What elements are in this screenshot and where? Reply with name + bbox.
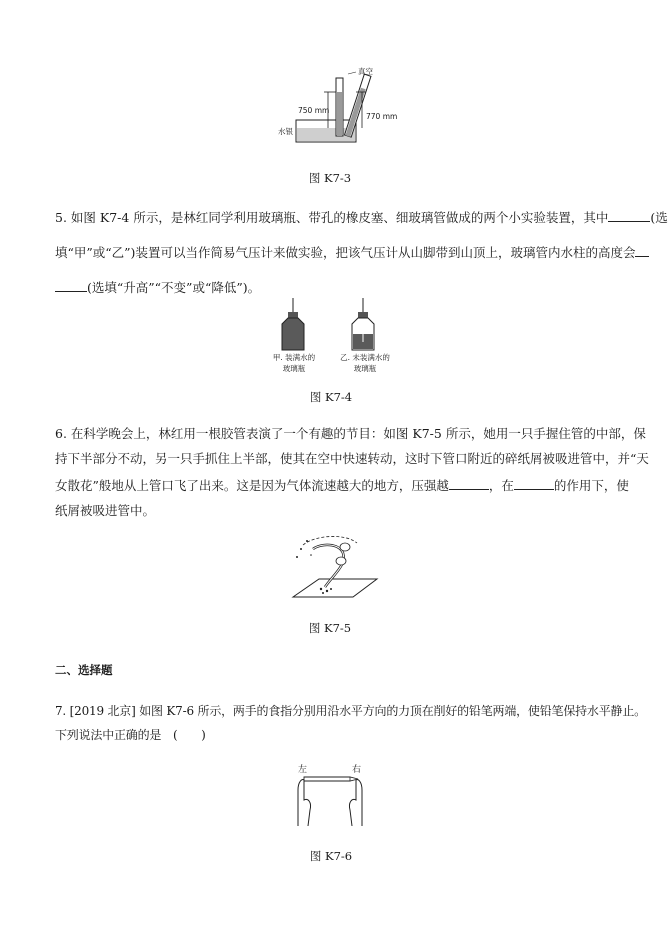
q6-line-1: 6. 在科学晚会上，林红用一根胶管表演了一个有趣的节目：如图 K7-5 所示，她用一只手握住管的中部，保 — [55, 426, 646, 441]
q5-text-1b: (选 — [650, 210, 668, 225]
q6-text-3c: 的作用下，使 — [553, 478, 629, 493]
q5-text-3: (选填“升高”“不变”或“降低”)。 — [87, 280, 261, 295]
label-750mm: 750 mm — [298, 106, 330, 115]
label-vacuum: 真空 — [358, 67, 373, 76]
q6-line-4: 纸屑被吸进管中。 — [55, 503, 156, 518]
q5-text-2: 填“甲”或“乙”)装置可以当作简易气压计来做实验，把该气压计从山脚带到山顶上，玻璃管内水柱的高度会 — [55, 245, 636, 260]
q6-text-3a: 女散花”般地从上管口飞了出来。这是因为气体流速越大的地方，压强越 — [55, 478, 449, 493]
q5-blank-2b[interactable] — [55, 277, 87, 292]
spinning-tube-diagram — [285, 535, 385, 605]
q6-blank-1[interactable] — [449, 475, 489, 490]
figure-k7-4 — [258, 298, 408, 378]
q7-line-1: 7. [2019 北京] 如图 K7-6 所示，两手的食指分别用沿水平方向的力顶在削好的铅笔两端，使铅笔保持水平静止。 — [55, 704, 646, 718]
question-6 — [55, 425, 649, 520]
label-jia: 甲. 装满水的 玻璃瓶 — [272, 353, 316, 373]
q5-blank-1[interactable] — [608, 207, 650, 222]
q6-blank-2[interactable] — [514, 475, 554, 490]
label-left: 左 — [298, 765, 308, 775]
caption-k7-5: 图 K7-5 — [308, 621, 352, 635]
label-right: 右 — [352, 765, 362, 775]
q7-line-2: 下列说法中正确的是 ( ) — [55, 728, 206, 742]
label-770mm: 770 mm — [366, 112, 398, 121]
caption-k7-6: 图 K7-6 — [309, 849, 353, 863]
q6-text-3b: ，在 — [488, 478, 514, 493]
section-title: 二、选择题 — [55, 663, 113, 677]
question-5 — [55, 207, 668, 297]
q6-line-2: 持下半部分不动，另一只手抓住上半部，使其在空中快速转动，这时下管口附近的碎纸屑被吸进管中，并“天 — [55, 451, 649, 466]
figure-k7-6 — [290, 760, 370, 830]
caption-k7-3: 图 K7-3 — [308, 171, 352, 185]
label-yi: 乙. 未装满水的 玻璃瓶 — [340, 353, 390, 373]
caption-k7-4: 图 K7-4 — [309, 390, 353, 404]
figure-k7-3 — [278, 67, 398, 158]
q5-text-1a: 5. 如图 K7-4 所示，是林红同学利用玻璃瓶、带孔的橡皮塞、细玻璃管做成的两个小实验装置，其中 — [55, 210, 609, 225]
label-mercury: 水银 — [278, 127, 293, 136]
question-7 — [55, 702, 646, 744]
figure-k7-5 — [285, 535, 385, 605]
q5-blank-2a[interactable] — [635, 242, 649, 257]
bottles-diagram — [258, 298, 408, 353]
